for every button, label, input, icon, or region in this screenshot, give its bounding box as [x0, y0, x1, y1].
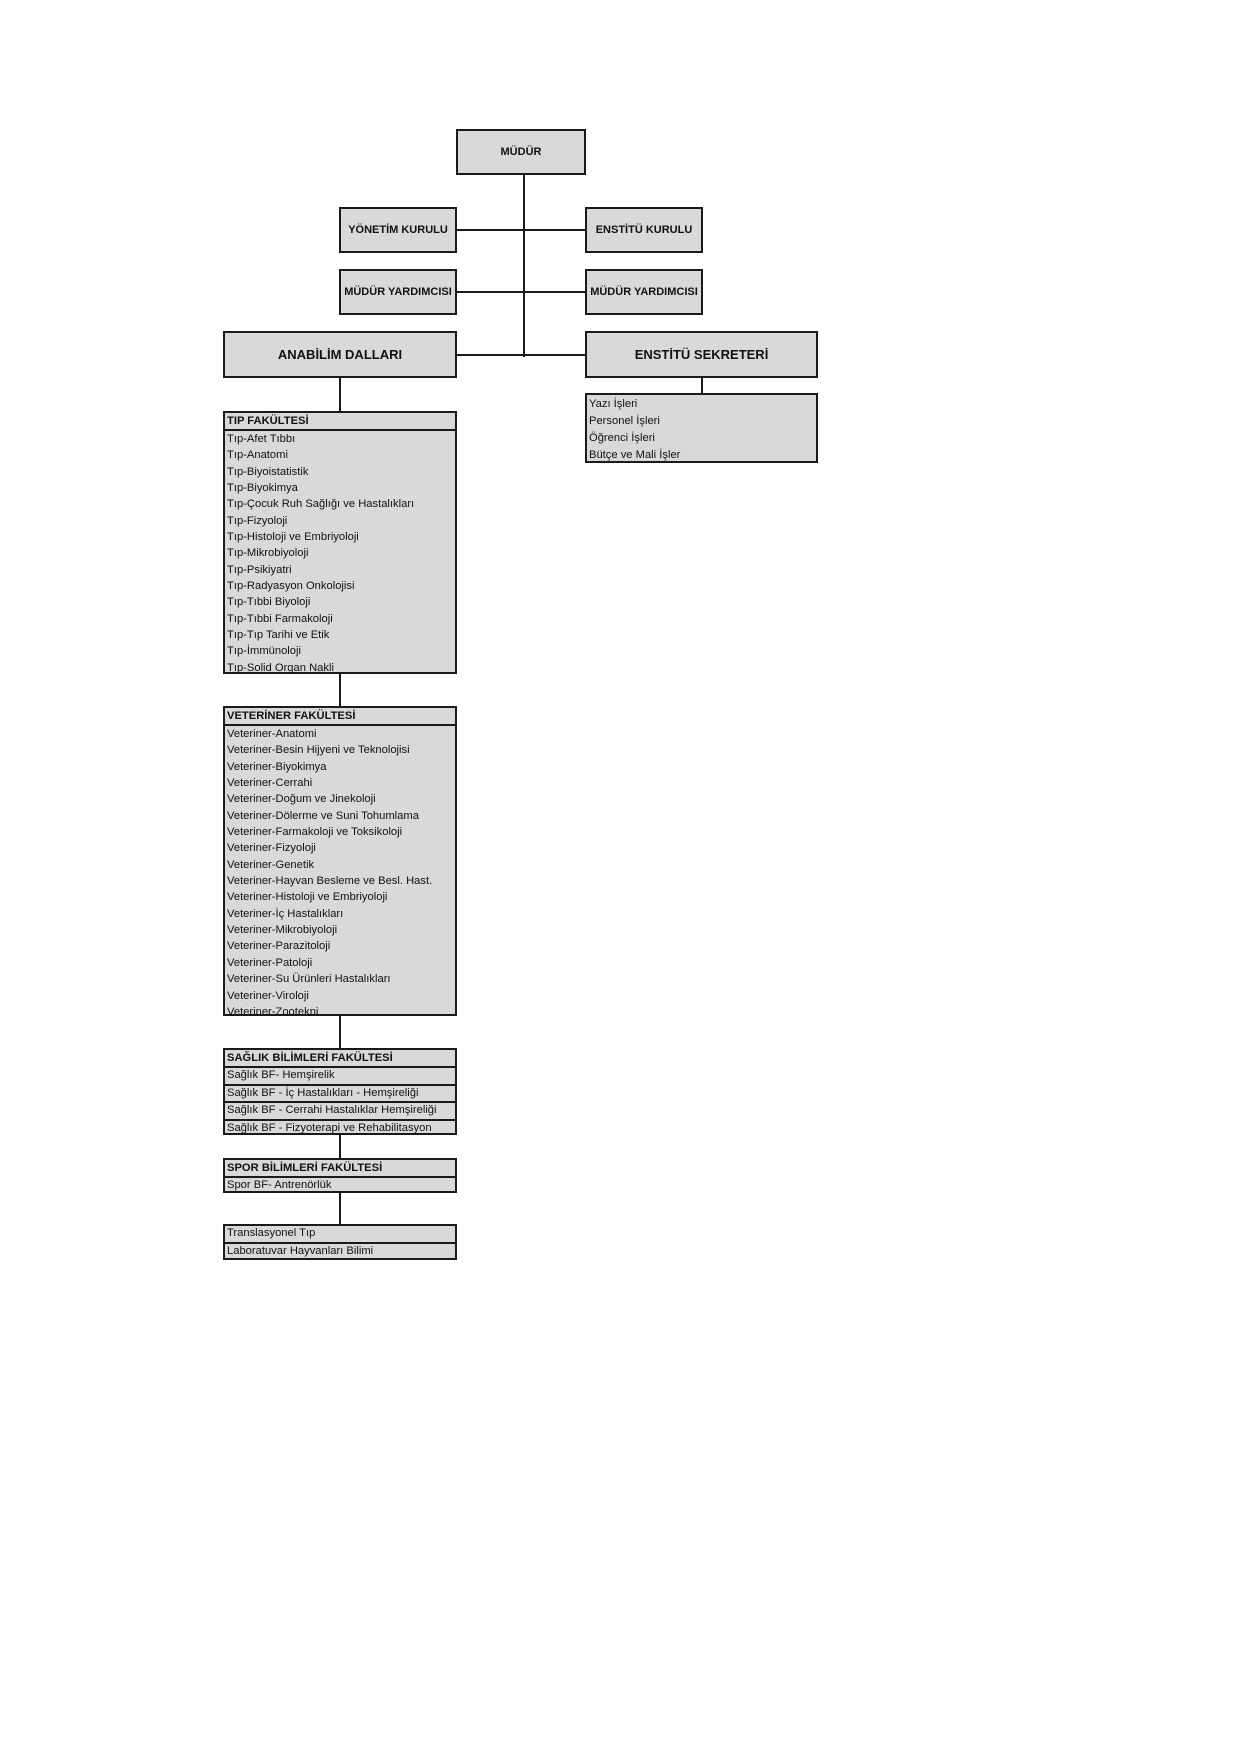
list-item: Tıp-Biyokimya [227, 482, 298, 495]
list-item: Sağlık BF - İç Hastalıkları - Hemşireliği [225, 1086, 455, 1104]
connector-spor-other [339, 1191, 341, 1225]
list-item: Yazı İşleri [589, 398, 638, 410]
list-item: Tıp-Anatomi [227, 449, 288, 462]
list-item: Tıp-Mikrobiyoloji [227, 547, 309, 560]
spor-bilimleri-list [223, 1158, 457, 1193]
list-item: Tıp-Solid Organ Nakli [227, 661, 334, 674]
list-item: Sağlık BF- Hemşirelik [225, 1068, 455, 1086]
list-item: Bütçe ve Mali İşler [589, 449, 681, 461]
connector-anabilim-down [339, 377, 341, 412]
list-item: Laboratuvar Hayvanları Bilimi [227, 1244, 374, 1257]
yonetim-kurulu-box: YÖNETİM KURULU [339, 207, 457, 253]
list-item: Veteriner-Biyokimya [227, 760, 327, 773]
list-item: Veteriner-Genetik [227, 858, 315, 871]
list-item: Veteriner-Dölerme ve Suni Tohumlama [227, 809, 419, 822]
connector-yonetim [456, 229, 586, 231]
enstitu-kurulu-box: ENSTİTÜ KURULU [585, 207, 703, 253]
saglik-bilimleri-title: SAĞLIK BİLİMLERİ FAKÜLTESİ [225, 1050, 455, 1068]
list-item: Veteriner-Viroloji [227, 989, 309, 1002]
list-item: Veteriner-Besin Hijyeni ve Teknolojisi [227, 744, 410, 757]
list-item: Veteriner-İç Hastalıkları [227, 907, 344, 920]
list-item: Tıp-Afet Tıbbı [227, 433, 296, 445]
tip-fakultesi-title: TIP FAKÜLTESİ [225, 413, 455, 431]
list-item: Tıp-Tıbbi Farmakoloji [227, 612, 333, 625]
connector-anabilim [456, 354, 586, 356]
list-item: Tıp-Çocuk Ruh Sağlığı ve Hastalıkları [227, 498, 415, 511]
list-item: Tıp-İmmünoloji [227, 645, 301, 658]
list-item: Veteriner-Doğum ve Jinekoloji [227, 793, 376, 806]
list-item: Tıp-Histoloji ve Embriyoloji [227, 531, 359, 544]
connector-tip-veteriner [339, 672, 341, 707]
anabilim-dallari-box: ANABİLİM DALLARI [223, 331, 457, 378]
list-item: Veteriner-Zootekni [227, 1005, 319, 1018]
list-item: Tıp-Psikiyatri [227, 563, 292, 576]
list-item: Veteriner-Patoloji [227, 956, 313, 969]
list-item: Sağlık BF - Cerrahi Hastalıklar Hemşireliği [225, 1103, 455, 1121]
list-item: Personel İşleri [589, 415, 660, 427]
secretariat-list [585, 393, 818, 463]
list-item: Veteriner-Parazitoloji [227, 940, 331, 953]
list-item: Tıp-Fizyoloji [227, 514, 288, 527]
list-item: Öğrenci İşleri [589, 432, 655, 444]
list-item: Sağlık BF - Fizyoterapi ve Rehabilitasyon [227, 1121, 432, 1134]
list-item: Veteriner-Su Ürünleri Hastalıkları [227, 973, 391, 986]
list-item: Veteriner-Anatomi [227, 728, 317, 740]
other-departments-list [223, 1224, 457, 1260]
connector-yardimci [456, 291, 586, 293]
list-item: Tıp-Biyoistatistik [227, 465, 309, 478]
list-item: Tıp-Radyasyon Onkolojisi [227, 580, 355, 593]
connector-saglik-spor [339, 1134, 341, 1159]
list-item: Translasyonel Tıp [225, 1226, 455, 1244]
enstitu-sekreteri-box: ENSTİTÜ SEKRETERİ [585, 331, 818, 378]
veteriner-fakultesi-title: VETERİNER FAKÜLTESİ [225, 708, 455, 726]
mudur-yardimcisi-left-box: MÜDÜR YARDIMCISI [339, 269, 457, 315]
saglik-bilimleri-list [223, 1048, 457, 1135]
list-item: Tıp-Tıbbi Biyoloji [227, 596, 311, 609]
veteriner-fakultesi-list [223, 706, 457, 1016]
list-item: Veteriner-Histoloji ve Embriyoloji [227, 891, 388, 904]
list-item: Veteriner-Hayvan Besleme ve Besl. Hast. [227, 875, 433, 888]
list-item: Veteriner-Cerrahi [227, 777, 313, 790]
connector-main-vertical [523, 174, 525, 357]
list-item: Veteriner-Fizyoloji [227, 842, 316, 855]
list-item: Tıp-Tıp Tarihi ve Etik [227, 629, 330, 642]
tip-fakultesi-list [223, 411, 457, 674]
mudur-yardimcisi-right-box: MÜDÜR YARDIMCISI [585, 269, 703, 315]
list-item: Veteriner-Farmakoloji ve Toksikoloji [227, 826, 403, 839]
mudur-box: MÜDÜR [456, 129, 586, 175]
list-item: Veteriner-Mikrobiyoloji [227, 924, 338, 937]
spor-bilimleri-title: SPOR BİLİMLERİ FAKÜLTESİ [225, 1160, 455, 1178]
list-item: Spor BF- Antrenörlük [227, 1179, 332, 1191]
